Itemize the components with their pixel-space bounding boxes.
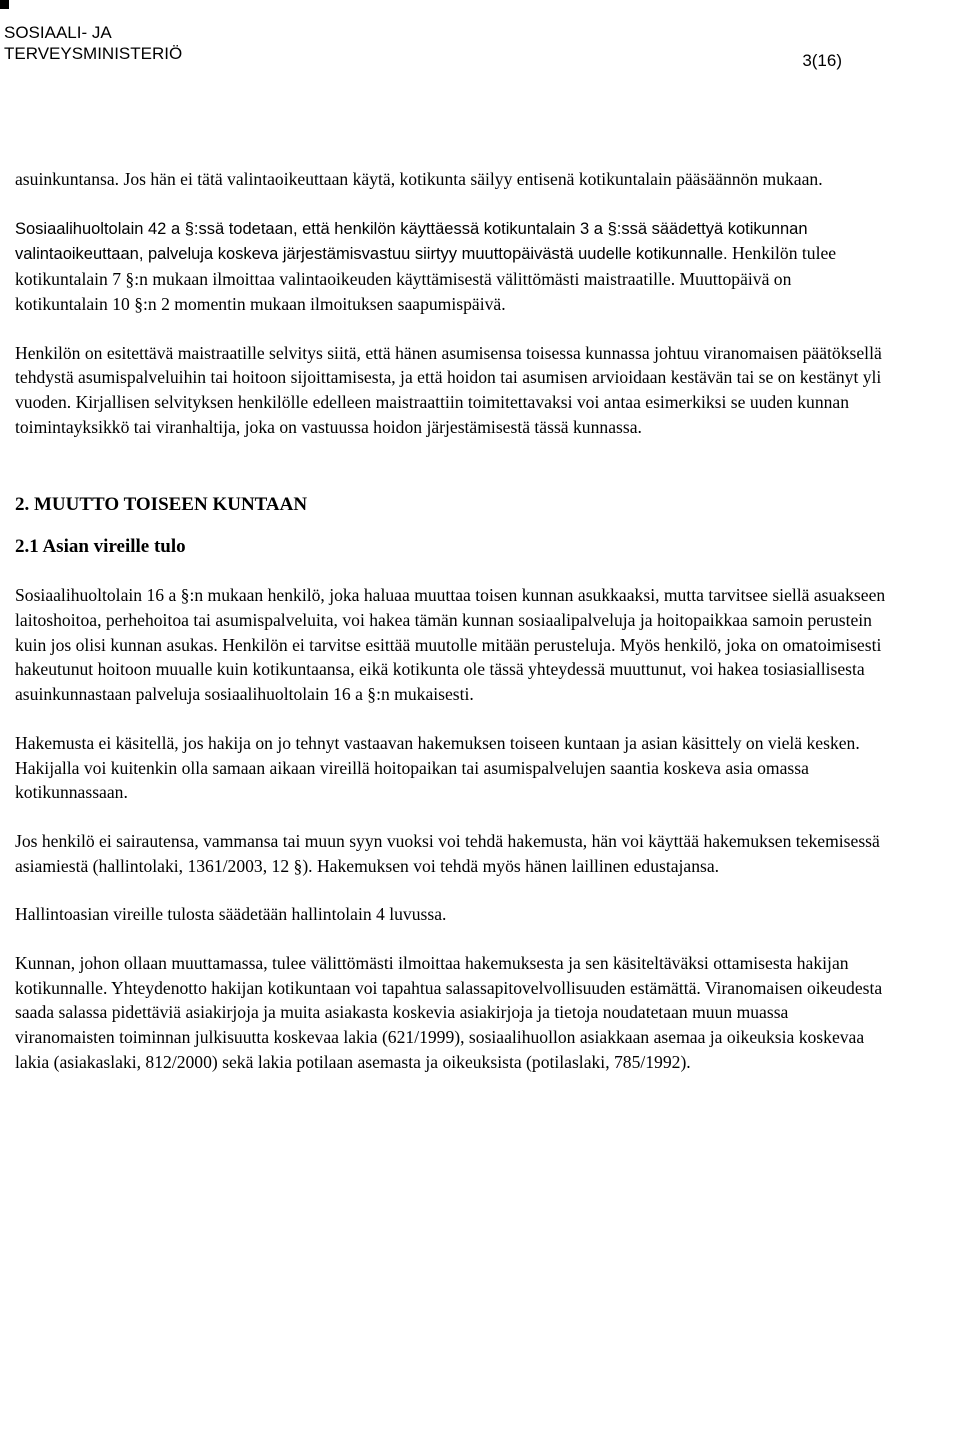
document-body xyxy=(15,167,886,1099)
subsection-heading: 2.1 Asian vireille tulo xyxy=(15,536,186,558)
paragraph-6: Jos henkilö ei sairautensa, vammansa tai muun syyn vuoksi voi tehdä hakemusta, hän voi käyttää hakemuksen tekemisessä asiamiestä (hallintolaki, 1361/2003, 12 §). Hakemuksen voi tehdä myös hänen laillinen edustajansa. xyxy=(15,830,880,876)
paragraph-3: Henkilön on esitettävä maistraatille selvitys siitä, että hänen asumisensa toisessa kunnassa johtuu viranomaisen päätöksellä tehdystä asumispalveluihin tai hoitoon sijoittamisesta, ja että hoidon tai asumisen arvioidaan kestävän tai se on kestänyt yli vuoden. Kirjallisen selvityksen henkilölle edelleen maistraattiin toimitettavaksi voi antaa esimerkiksi se uuden kunnan toimintayksikkö tai viranhaltija, joka on vastuussa hoidon järjestämisestä tässä kunnassa. xyxy=(15,342,882,437)
paragraph-2-part-a: Sosiaalihuoltolain 42 a §:ssä todetaan, että henkilön käyttäessä kotikuntalain 3 a §:ssä säädettyä kotikunnan valintaoikeuttaan, palveluja koskeva järjestämisvastuu siirtyy muuttopäivästä uudelle kotikunnalle. xyxy=(15,219,808,264)
paragraph-8: Kunnan, johon ollaan muuttamassa, tulee välittömästi ilmoittaa hakemuksesta ja sen käsiteltäväksi ottamisesta hakijan kotikunnalle. Yhteydenotto hakijan kotikuntaan voi tapahtua salassapitovelvollisuuden estämättä. Viranomaisen oikeudesta saada salassa pidettäviä asiakirjoja ja muita asiakasta koskevia asiakirjoja ja tietoja noudatetaan muun muassa viranomaisten toiminnan julkisuutta koskevaa lakia (621/1999), sosiaalihuollon asiakkaan asemaa ja oikeuksia koskevaa lakia (asiakaslaki, 812/2000) sekä lakia potilaan asemasta ja oikeuksista (potilaslaki, 785/1992). xyxy=(15,953,883,1072)
paragraph-1: asuinkuntansa. Jos hän ei tätä valintaoikeuttaan käytä, kotikunta säilyy entisenä kotikuntalain pääsäännön mukaan. xyxy=(15,169,823,189)
header-mark xyxy=(0,0,9,9)
page-number: 3(16) xyxy=(802,51,842,70)
paragraph-5: Hakemusta ei käsitellä, jos hakija on jo tehnyt vastaavan hakemuksen toiseen kuntaan ja asian käsittely on vielä kesken. Hakijalla voi kuitenkin olla samaan aikaan vireillä hoitopaikan tai asumispalvelujen saantia koskeva asia omassa kotikunnassaan. xyxy=(15,732,860,803)
paragraph-7: Hallintoasian vireille tulosta säädetään hallintolain 4 luvussa. xyxy=(15,904,447,925)
ministry-name xyxy=(4,22,182,64)
paragraph-2-part-c: Muuttopäivä on kotikuntalain 10 §:n 2 momentin mukaan ilmoituksen saapumispäivä. xyxy=(15,269,792,314)
paragraph-2 xyxy=(15,216,886,317)
org-line-1: SOSIAALI- JA xyxy=(4,23,112,42)
paragraph-2-part-b: Henkilön tulee kotikuntalain 7 §:n mukaan ilmoittaa valintaoikeuden käyttämisestä välittömästi maistraatille. xyxy=(15,243,837,290)
paragraph-4: Sosiaalihuoltolain 16 a §:n mukaan henkilö, joka haluaa muuttaa toisen kunnan asukkaaksi, mutta tarvitsee siellä asuakseen laitoshoitoa, perhehoitoa tai asumispalveluita, voi hakea tämän kunnan sosiaalipalveluja ja hoitopaikkaa samoin perustein kuin jos olisi kunnan asukas. Henkilön ei tarvitse esittää muutolle mitään perusteluja. Myös henkilö, joka on omatoimisesti hakeutunut hoitoon muualle kuin kotikuntaansa, eikä kotikunta ole tässä yhteydessä muuttunut, voi hakea tosiasiallisesta asuinkunnastaan palveluja sosiaalihuoltolain 16 a §:n mukaisesti. xyxy=(15,585,886,705)
org-line-2: TERVEYSMINISTERIÖ xyxy=(4,44,183,63)
section-heading: 2. MUUTTO TOISEEN KUNTAAN xyxy=(15,494,308,516)
